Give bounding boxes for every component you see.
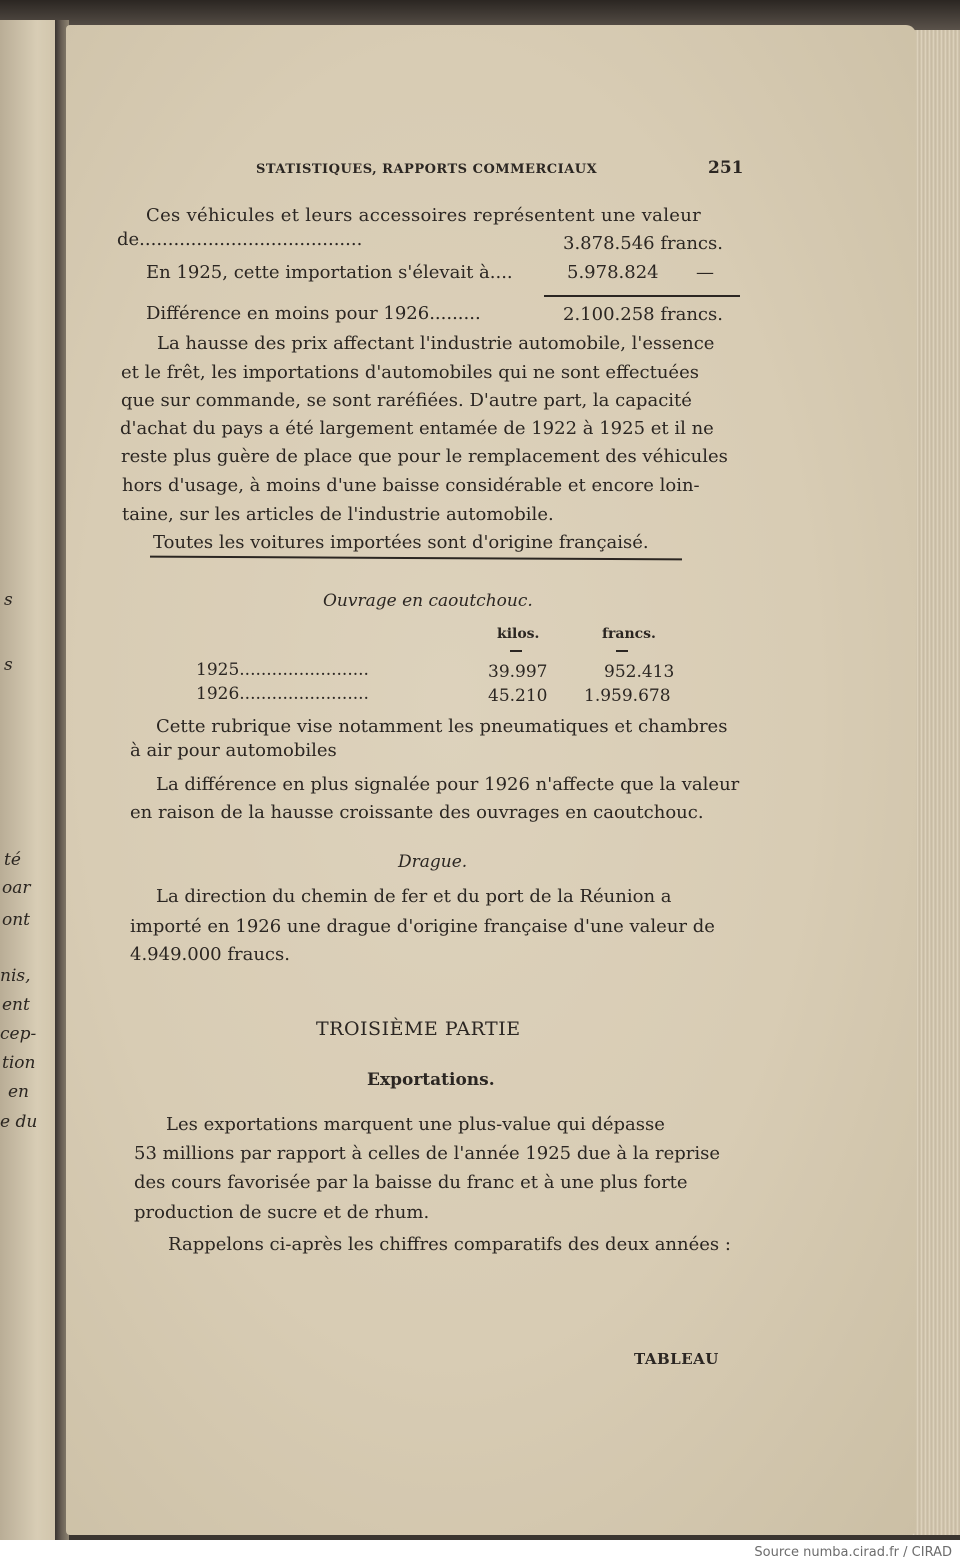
vehicles-value: 5.978.824	[567, 262, 659, 283]
section-title: Ouvrage en caoutchouc.	[323, 591, 533, 611]
part-title: TROISIÈME PARTIE	[316, 1018, 521, 1040]
ditto-mark: —	[696, 262, 714, 283]
paragraph-line: 4.949.000 fraucs.	[130, 944, 290, 965]
paragraph-line: à air pour automobiles	[130, 740, 337, 761]
left-fragment: nis,	[0, 966, 31, 986]
page-number: 251	[708, 158, 744, 178]
paragraph-line: La direction du chemin de fer et du port de la Réunion a	[156, 886, 672, 907]
table-cell-francs: 1.959.678	[584, 686, 671, 706]
paragraph-line: importé en 1926 une drague d'origine française d'une valeur de	[130, 916, 715, 937]
vehicles-value: 3.878.546 francs.	[563, 233, 723, 254]
paragraph-line: La différence en plus signalée pour 1926 n'affecte que la valeur	[156, 774, 740, 795]
left-fragment: s	[4, 590, 13, 610]
left-fragment: e du	[0, 1112, 38, 1132]
section-title: Drague.	[398, 852, 468, 872]
paragraph-line: Toutes les voitures importées sont d'origine françaisé.	[153, 532, 649, 553]
table-header-francs: francs.	[602, 626, 656, 642]
left-fragment: tion	[2, 1053, 36, 1073]
paragraph-line: Les exportations marquent une plus-value qui dépasse	[166, 1114, 665, 1135]
table-cell-francs: 952.413	[604, 662, 675, 682]
difference-label: Différence en moins pour 1926.........	[146, 303, 481, 324]
header-dash	[616, 650, 628, 652]
left-fragment: en	[8, 1082, 30, 1102]
catchword: TABLEAU	[634, 1350, 719, 1368]
table-cell-kilos: 45.210	[488, 686, 548, 706]
table-header-kilos: kilos.	[497, 626, 540, 642]
paragraph-line: Cette rubrique vise notamment les pneumatiques et chambres	[156, 716, 728, 737]
left-fragment: ont	[2, 910, 31, 930]
table-row-label: 1926........................	[196, 684, 369, 704]
paragraph-line: reste plus guère de place que pour le remplacement des véhicules	[121, 446, 728, 467]
facing-page-fragment	[0, 20, 62, 1540]
paragraph-line: La hausse des prix affectant l'industrie automobile, l'essence	[157, 333, 715, 354]
paragraph-line: production de sucre et de rhum.	[134, 1202, 430, 1223]
header-dash	[510, 650, 522, 652]
left-fragment: s	[4, 655, 13, 675]
paragraph-line: hors d'usage, à moins d'une baisse considérable et encore loin-	[122, 475, 700, 496]
left-fragment: té	[4, 850, 21, 870]
paragraph-line: des cours favorisée par la baisse du franc et à une plus forte	[134, 1172, 688, 1193]
left-fragment: ent	[2, 995, 30, 1015]
vehicles-line-label: de.......................................	[117, 229, 363, 250]
paragraph-line: taine, sur les articles de l'industrie automobile.	[122, 504, 554, 525]
running-head: STATISTIQUES, RAPPORTS COMMERCIAUX	[256, 162, 598, 177]
paragraph-line: d'achat du pays a été largement entamée de 1922 à 1925 et il ne	[120, 418, 714, 439]
source-credit: Source numba.cirad.fr / CIRAD	[754, 1545, 952, 1560]
table-row-label: 1925........................	[196, 660, 369, 680]
paragraph-line: et le frêt, les importations d'automobiles qui ne sont effectuées	[121, 362, 699, 383]
left-fragment: oar	[2, 878, 31, 898]
paragraph-line: que sur commande, se sont raréfiées. D'autre part, la capacité	[121, 390, 692, 411]
vehicles-line: Ces véhicules et leurs accessoires représentent une valeur	[146, 205, 702, 226]
paragraph-line: en raison de la hausse croissante des ouvrages en caoutchouc.	[130, 802, 704, 823]
part-subtitle: Exportations.	[367, 1070, 495, 1090]
paragraph-line: Rappelons ci-après les chiffres comparatifs des deux années :	[168, 1234, 731, 1255]
paragraph-line: 53 millions par rapport à celles de l'année 1925 due à la reprise	[134, 1143, 721, 1164]
sum-rule	[544, 295, 740, 297]
table-cell-kilos: 39.997	[488, 662, 548, 682]
difference-value: 2.100.258 francs.	[563, 304, 723, 325]
left-fragment: cep-	[0, 1024, 37, 1044]
vehicles-line-label: En 1925, cette importation s'élevait à....	[146, 262, 513, 283]
